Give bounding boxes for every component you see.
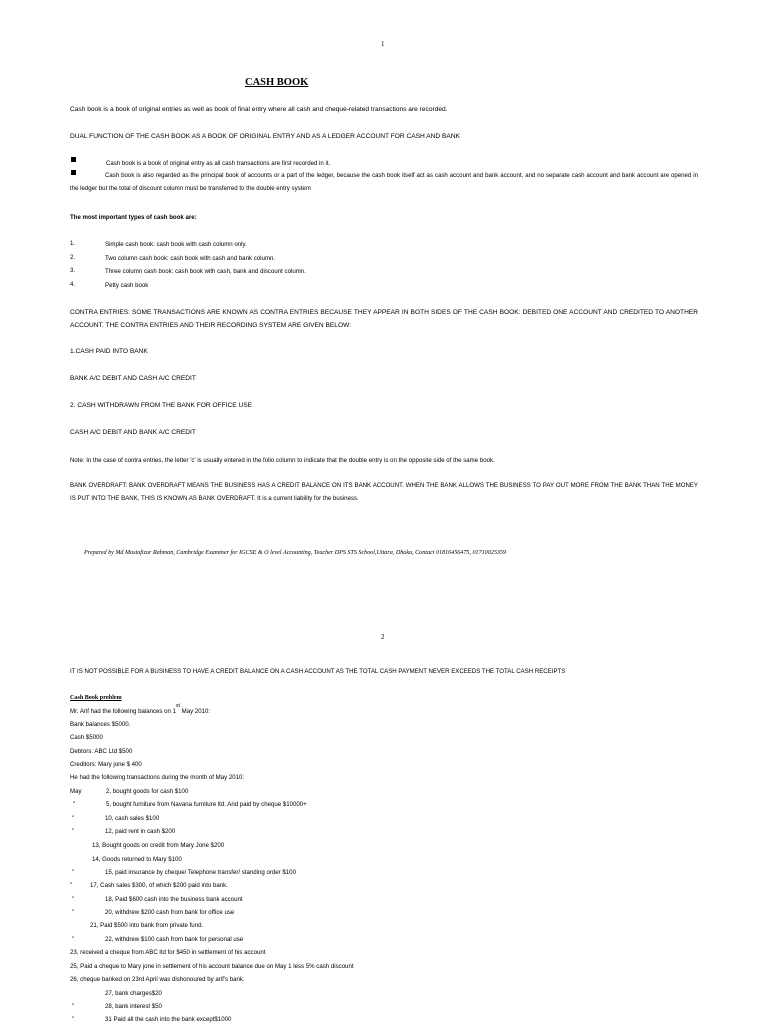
bullet-item-1: Cash book is a book of original entry as all cash transactions are first recorded in it. bbox=[106, 160, 331, 167]
balance-line: Creditors: Mary jone $ 400 bbox=[70, 761, 142, 768]
transaction-item: 21, Paid $500 into bank from private fund. bbox=[90, 922, 204, 929]
type-number: 1. bbox=[70, 240, 76, 247]
ditto-mark: " bbox=[72, 1003, 75, 1010]
transaction-item: 20, withdrew $200 cash from bank for office use bbox=[105, 909, 235, 916]
ditto-mark: " bbox=[72, 828, 75, 835]
bank-overdraft-paragraph: BANK OVERDRAFT: BANK OVERDRAFT MEANS THE BUSINESS HAS A CREDIT BALANCE ON ITS BANK ACCOUNT. WHEN THE BANK ALLOWS THE BUSINESS TO PAY OUT MORE FROM THE BANK THAN THE MONEY IS PUT INTO THE BANK, THIS IS KNOWN AS BANK OVERDRAFT. It is a current liability for the business. bbox=[70, 482, 698, 502]
ditto-mark: " bbox=[72, 909, 75, 916]
transaction-item: 27, bank charges$20 bbox=[105, 990, 162, 997]
problem-heading: Cash Book problem bbox=[70, 695, 122, 701]
transaction-month: May bbox=[70, 788, 82, 795]
page-number: 2 bbox=[381, 633, 385, 641]
page-title: CASH BOOK bbox=[245, 77, 309, 88]
transactions-intro: He had the following transactions during the month of May 2010: bbox=[70, 774, 245, 781]
transaction-item: 17, Cash sales $300, of which $200 paid into bank. bbox=[90, 882, 228, 889]
transaction-item: 26, cheque banked on 23rd April was dishonoured by arif's bank. bbox=[70, 976, 245, 983]
types-heading: The most important types of cash book are: bbox=[70, 214, 197, 221]
opening-superscript: st bbox=[176, 703, 180, 709]
transaction-item: 23, received a cheque from ABC ltd for $450 in settlement of his account bbox=[70, 949, 266, 956]
contra-2-entry: CASH A/C DEBIT AND BANK A/C CREDIT bbox=[70, 429, 196, 436]
cash-account-statement: IT IS NOT POSSIBLE FOR A BUSINESS TO HAVE A CREDIT BALANCE ON A CASH ACCOUNT AS THE TOTAL CASH PAYMENT NEVER EXCEEDS THE TOTAL CASH RECEIPTS bbox=[70, 668, 566, 675]
contra-1-heading: 1.CASH PAID INTO BANK bbox=[70, 348, 148, 355]
type-number: 2. bbox=[70, 254, 76, 261]
ditto-mark: " bbox=[70, 882, 73, 889]
transaction-item: 28, bank interest $50 bbox=[105, 1003, 162, 1010]
ditto-mark: " bbox=[72, 815, 75, 822]
transaction-item: 14, Goods returned to Mary $100 bbox=[92, 856, 182, 863]
bullet-item-2: Cash book is also regarded as the principal book of accounts or a part of the ledger, because the cash book itself act as cash account and bank account, and no separate cash account and bank account are opened in the ledger but the total of discount column must be transferred to the double entry system bbox=[70, 172, 698, 192]
transaction-item: 31 Paid all the cash into the bank except$1000 bbox=[105, 1016, 232, 1023]
transaction-item: 2, bought goods for cash $100 bbox=[106, 788, 189, 795]
ditto-mark: " bbox=[72, 936, 75, 943]
transaction-item: 10, cash sales $100 bbox=[105, 815, 160, 822]
transaction-item: 18, Paid $600 cash into the business bank account bbox=[105, 896, 243, 903]
type-item: Three column cash book: cash book with cash, bank and discount column. bbox=[105, 268, 306, 275]
ditto-mark: " bbox=[72, 1016, 75, 1023]
opening-date: May 2010: bbox=[179, 708, 211, 715]
contra-entries-paragraph: CONTRA ENTRIES: SOME TRANSACTIONS ARE KNOWN AS CONTRA ENTRIES BECAUSE THEY APPEAR IN BOTH SIDES OF THE CASH BOOK: DEBITED ONE ACCOUNT AND CREDITED TO ANOTHER ACCOUNT. THE CONTRA ENTRIES AND THEIR RECORDING SYSTEM ARE GIVEN BELOW: bbox=[70, 309, 698, 329]
transaction-item: 25, Paid a cheque to Mary jone in settlement of his account balance due on May 1 less 5% cash discount bbox=[70, 963, 354, 970]
balance-line: Bank balances $5000. bbox=[70, 721, 131, 728]
type-item: Petty cash book bbox=[105, 282, 149, 289]
transaction-item: 22, withdrew $100 cash from bank for personal use bbox=[105, 936, 244, 943]
transaction-item: 15, paid insurance by cheque/ Telephone transfer/ standing order $100 bbox=[105, 869, 296, 876]
transaction-item: 5, bought furniture from Navana furniture ltd. And paid by cheque $10000+ bbox=[106, 801, 307, 808]
ditto-mark: " bbox=[72, 896, 75, 903]
type-item: Two column cash book: cash book with cash and bank column. bbox=[105, 255, 276, 262]
page-number: 1 bbox=[381, 40, 385, 48]
type-item: Simple cash book: cash book with cash column only. bbox=[105, 241, 247, 248]
transaction-item: 12, paid rent in cash $200 bbox=[105, 828, 176, 835]
balance-line: Debtors: ABC Ltd $500 bbox=[70, 748, 133, 755]
author-credit: Prepared by Md Mustafizur Rahman, Cambridge Examiner for IGCSE & O level Accounting, Teacher DPS STS School,Uttara, Dhaka, Contact 01816456475, 01710025359 bbox=[84, 550, 507, 556]
balance-line: Cash $5000 bbox=[70, 734, 103, 741]
contra-1-entry: BANK A/C DEBIT AND CASH A/C CREDIT bbox=[70, 375, 196, 382]
intro-paragraph: Cash book is a book of original entries as well as book of final entry where all cash and cheque-related transactions are recorded. bbox=[70, 106, 448, 113]
type-number: 3. bbox=[70, 267, 76, 274]
opening-line bbox=[70, 703, 211, 715]
contra-2-heading: 2. CASH WITHDRAWN FROM THE BANK FOR OFFICE USE bbox=[70, 402, 253, 409]
bullet-icon bbox=[71, 157, 76, 162]
type-number: 4. bbox=[70, 281, 76, 288]
contra-note: Note: In the case of contra entries, the letter 'c' is usually entered in the folio column to indicate that the double entry is on the opposite side of the same book. bbox=[70, 457, 495, 464]
ditto-mark: " bbox=[72, 869, 75, 876]
opening-text: Mr. Arif had the following balances on 1 bbox=[70, 708, 177, 715]
transaction-item: 13, Bought goods on credit from Mary Jone $200 bbox=[92, 842, 225, 849]
dual-function-heading: DUAL FUNCTION OF THE CASH BOOK AS A BOOK OF ORIGINAL ENTRY AND AS A LEDGER ACCOUNT FOR CASH AND BANK bbox=[70, 133, 460, 140]
ditto-mark: " bbox=[73, 801, 76, 808]
